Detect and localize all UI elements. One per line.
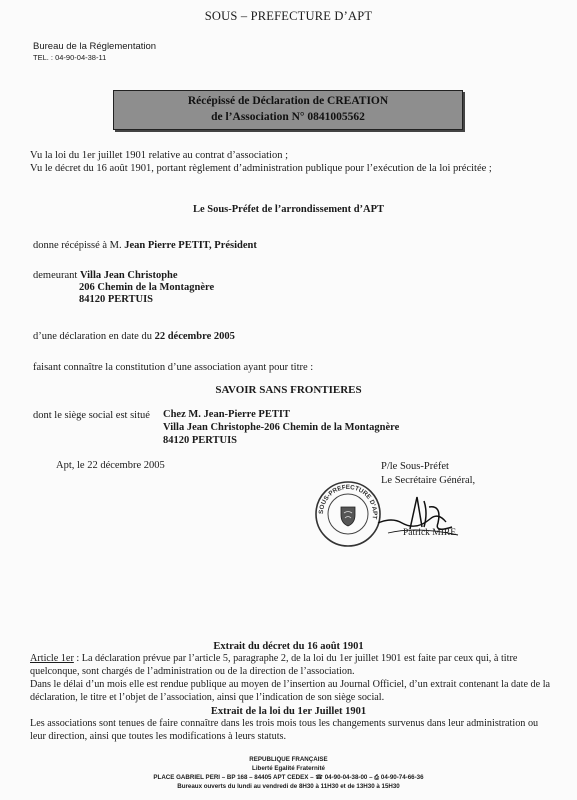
stamp-text: SOUS-PREFECTURE D'APT	[317, 483, 379, 520]
recipient-prefix: donne récépissé à M.	[33, 240, 125, 251]
law-paragraph: Les associations sont tenues de faire connaître dans les trois mois tous les changements survenus dans leur administration ou leur direction, ainsi que toutes les modifications à leurs statuts.	[30, 718, 539, 742]
siege-line-3: 84120 PERTUIS	[163, 435, 238, 446]
residence-line-1	[33, 270, 178, 281]
purpose-intro: faisant connaître la constitution d’une association ayant pour titre :	[33, 362, 314, 373]
residence-city: 84120 PERTUIS	[79, 294, 154, 305]
title-line-2: de l’Association N° 0841005562	[211, 111, 365, 123]
siege-line-1: Chez M. Jean-Pierre PETIT	[163, 409, 290, 420]
footer-hours: Bureaux ouverts du lundi au vendredi de 8H30 à 11H30 et de 13H30 à 15H30	[177, 783, 400, 790]
recipient-name: Jean Pierre PETIT, Président	[124, 240, 257, 251]
declaration-line	[33, 331, 235, 342]
article-text: : La déclaration prévue par l’article 5, paragraphe 2, de la loi du 1er juillet 1901 est faite par ceux qui, à titre quelconque, sont chargés de l’administration ou de la direction de l’association.	[30, 653, 518, 677]
signatory-line-1: P/le Sous-Préfet	[381, 461, 449, 472]
signatory-name: Patrick MIRE	[403, 528, 457, 538]
decree-article-1	[30, 653, 552, 678]
siege-label: dont le siège social est situé	[33, 410, 150, 421]
office-name: Bureau de la Réglementation	[33, 41, 157, 52]
residence-villa: Villa Jean Christophe	[79, 270, 178, 281]
prefecture-title: SOUS – PREFECTURE D’APT	[204, 9, 373, 23]
residence-street: 206 Chemin de la Montagnère	[79, 282, 215, 293]
footer-republic: REPUBLIQUE FRANÇAISE	[249, 756, 328, 763]
recipient-line	[33, 240, 257, 251]
telephone: TEL. : 04-90-04-38-11	[33, 53, 107, 62]
sous-prefet-heading: Le Sous-Préfet de l’arrondissement d’APT	[192, 204, 385, 215]
article-label: Article 1er	[30, 653, 74, 664]
residence-prefix: demeurant	[33, 270, 80, 281]
declaration-date: 22 décembre 2005	[154, 331, 235, 342]
place-date: Apt, le 22 décembre 2005	[56, 460, 165, 471]
footer-address: PLACE GABRIEL PERI – BP 168 – 84405 APT CEDEX – ☎ 04-90-04-38-00 – ⎙ 04-90-74-66-36	[153, 774, 424, 781]
footer-motto: Liberté Egalité Fraternité	[252, 765, 325, 772]
law-extract-title: Extrait de la loi du 1er Juillet 1901	[210, 706, 367, 717]
siege-line-2: Villa Jean Christophe-206 Chemin de la Montagnère	[163, 422, 400, 433]
signatory-line-2: Le Secrétaire Général,	[381, 475, 476, 486]
association-name: SAVOIR SANS FRONTIERES	[215, 384, 362, 396]
consideration-loi: Vu la loi du 1er juillet 1901 relative au contrat d’association ;	[30, 150, 289, 161]
consideration-decret: Vu le décret du 16 août 1901, portant règlement d’administration publique pour l’exécution de la loi précitée ;	[30, 163, 492, 174]
declaration-prefix: d’une déclaration en date du	[33, 331, 155, 342]
title-line-1: Récépissé de Déclaration de CREATION	[187, 95, 389, 107]
decree-extract-title: Extrait du décret du 16 août 1901	[213, 641, 364, 652]
title-box	[113, 90, 463, 130]
decree-paragraph-2: Dans le délai d’un mois elle est rendue publique au moyen de l’insertion au Journal Officiel, d’un extrait contenant la date de la déclaration, le titre et l’objet de l’association, ainsi que l’indication de son siège social.	[30, 679, 551, 703]
